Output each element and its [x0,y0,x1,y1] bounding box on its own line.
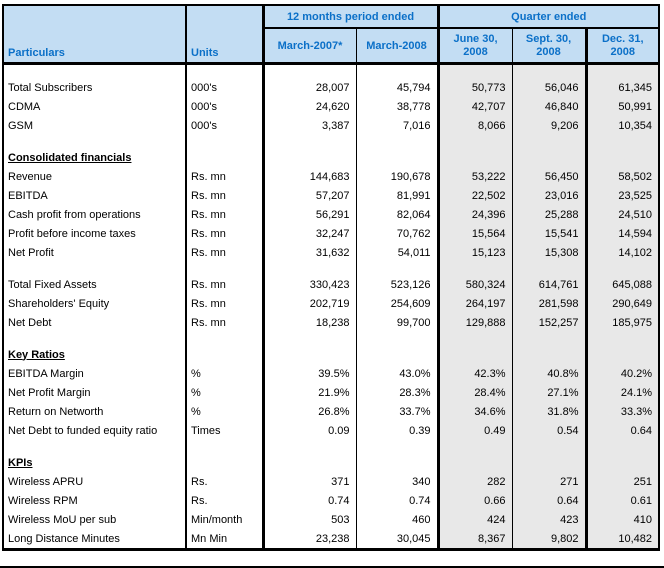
cell-value [356,135,438,148]
cell-value [586,453,659,472]
cell-value [356,345,438,364]
cell-value [586,345,659,364]
table-row [3,97,659,116]
cell-value [512,345,586,364]
cell-value: 82,064 [356,205,438,224]
cell-value: 42.3% [438,364,512,383]
table-row [3,529,659,550]
spacer-row [3,440,659,453]
table-row [3,205,659,224]
table-row [3,167,659,186]
row-unit: Rs. mn [186,167,263,186]
cell-value: 410 [586,510,659,529]
cell-value: 424 [438,510,512,529]
row-label: KPIs [3,453,186,472]
row-label: GSM [3,116,186,135]
table-row [3,116,659,135]
cell-value: 40.2% [586,364,659,383]
cell-value: 56,291 [263,205,356,224]
row-label: Revenue [3,167,186,186]
cell-value: 24.1% [586,383,659,402]
section-row [3,148,659,167]
row-label: Net Profit [3,243,186,262]
cell-value: 460 [356,510,438,529]
table-row [3,421,659,440]
column-header-march-2008: March-2008 [356,28,438,64]
cell-value: 152,257 [512,313,586,332]
spacer-row [3,262,659,275]
table-row [3,402,659,421]
cell-value [438,440,512,453]
cell-value: 31,632 [263,243,356,262]
cell-value: 290,649 [586,294,659,313]
cell-value [586,148,659,167]
cell-value: 15,541 [512,224,586,243]
cell-value: 23,016 [512,186,586,205]
cell-value: 0.39 [356,421,438,440]
row-unit: Min/month [186,510,263,529]
cell-value: 185,975 [586,313,659,332]
row-label: Return on Networth [3,402,186,421]
cell-value: 7,016 [356,116,438,135]
cell-value [512,440,586,453]
cell-value: 523,126 [356,275,438,294]
row-label: Total Fixed Assets [3,275,186,294]
cell-value: 14,594 [586,224,659,243]
cell-value: 503 [263,510,356,529]
cell-value: 15,123 [438,243,512,262]
row-unit [186,345,263,364]
cell-value: 26.8% [263,402,356,421]
table-row [3,243,659,262]
cell-value [586,440,659,453]
cell-value: 423 [512,510,586,529]
cell-value: 0.54 [512,421,586,440]
cell-value: 38,778 [356,97,438,116]
cell-value: 22,502 [438,186,512,205]
cell-value [263,332,356,345]
cell-value: 9,206 [512,116,586,135]
cell-value: 56,450 [512,167,586,186]
table-row [3,294,659,313]
table-row [3,78,659,97]
cell-value: 580,324 [438,275,512,294]
row-label: Net Profit Margin [3,383,186,402]
cell-value: 40.8% [512,364,586,383]
cell-value: 15,308 [512,243,586,262]
cell-value: 28,007 [263,78,356,97]
row-unit: Rs. [186,491,263,510]
cell-value: 24,510 [586,205,659,224]
cell-value [263,135,356,148]
cell-value [512,453,586,472]
row-label: Wireless MoU per sub [3,510,186,529]
row-unit: Rs. [186,472,263,491]
cell-value: 23,238 [263,529,356,550]
row-unit [186,64,263,79]
row-unit: % [186,383,263,402]
cell-value: 282 [438,472,512,491]
row-unit: Rs. mn [186,275,263,294]
cell-value: 340 [356,472,438,491]
row-unit [186,332,263,345]
cell-value: 50,991 [586,97,659,116]
cell-value: 202,719 [263,294,356,313]
cell-value [512,332,586,345]
cell-value: 50,773 [438,78,512,97]
cell-value: 251 [586,472,659,491]
cell-value: 99,700 [356,313,438,332]
cell-value [438,135,512,148]
cell-value [263,262,356,275]
header-group-row [3,5,659,28]
cell-value: 28.3% [356,383,438,402]
row-label: EBITDA [3,186,186,205]
row-unit [186,135,263,148]
row-unit: 000's [186,116,263,135]
cell-value [438,148,512,167]
table-row [3,224,659,243]
cell-value: 31.8% [512,402,586,421]
cell-value: 56,046 [512,78,586,97]
row-label: Wireless RPM [3,491,186,510]
table-row [3,364,659,383]
row-label: Wireless APRU [3,472,186,491]
row-label: Net Debt to funded equity ratio [3,421,186,440]
row-label: Key Ratios [3,345,186,364]
cell-value: 9,802 [512,529,586,550]
column-header-june-30-2008: June 30, 2008 [438,28,512,64]
cell-value [356,262,438,275]
cell-value: 129,888 [438,313,512,332]
cell-value: 57,207 [263,186,356,205]
row-unit: % [186,402,263,421]
header-group-quarter: Quarter ended [438,5,659,28]
row-label: Total Subscribers [3,78,186,97]
row-label [3,440,186,453]
cell-value: 0.64 [512,491,586,510]
row-unit [186,262,263,275]
cell-value: 190,678 [356,167,438,186]
cell-value: 264,197 [438,294,512,313]
cell-value [512,148,586,167]
cell-value: 14,102 [586,243,659,262]
cell-value: 45,794 [356,78,438,97]
cell-value: 330,423 [263,275,356,294]
cell-value [263,64,356,79]
spacer-row [3,135,659,148]
cell-value: 0.74 [356,491,438,510]
cell-value [438,332,512,345]
cell-value: 28.4% [438,383,512,402]
row-unit: Rs. mn [186,243,263,262]
cell-value [586,332,659,345]
row-unit: Times [186,421,263,440]
cell-value: 10,354 [586,116,659,135]
cell-value: 24,620 [263,97,356,116]
cell-value: 254,609 [356,294,438,313]
column-header-march-2007: March-2007* [263,28,356,64]
row-label: Consolidated financials [3,148,186,167]
cell-value: 0.09 [263,421,356,440]
table-row [3,510,659,529]
cell-value: 0.74 [263,491,356,510]
column-header-particulars: Particulars [3,5,186,64]
cell-value: 61,345 [586,78,659,97]
header-group-annual: 12 months period ended [263,5,438,28]
row-label: Cash profit from operations [3,205,186,224]
cell-value [356,440,438,453]
row-label [3,332,186,345]
row-unit: Rs. mn [186,294,263,313]
cell-value [263,453,356,472]
cell-value: 25,288 [512,205,586,224]
cell-value [438,345,512,364]
cell-value: 0.61 [586,491,659,510]
cell-value: 0.64 [586,421,659,440]
cell-value: 46,840 [512,97,586,116]
cell-value [263,440,356,453]
table-row [3,275,659,294]
row-unit: Rs. mn [186,313,263,332]
cell-value [438,453,512,472]
cell-value: 0.66 [438,491,512,510]
row-unit: 000's [186,78,263,97]
cell-value: 39.5% [263,364,356,383]
cell-value: 42,707 [438,97,512,116]
row-unit: % [186,364,263,383]
row-unit: Rs. mn [186,224,263,243]
cell-value [586,64,659,79]
row-label [3,135,186,148]
cell-value: 8,066 [438,116,512,135]
cell-value [512,262,586,275]
row-unit: Rs. mn [186,205,263,224]
cell-value: 32,247 [263,224,356,243]
financial-summary-table [2,4,660,551]
cell-value [438,262,512,275]
row-label: Profit before income taxes [3,224,186,243]
row-label: Long Distance Minutes [3,529,186,550]
cell-value [586,135,659,148]
row-label: Net Debt [3,313,186,332]
cell-value: 281,598 [512,294,586,313]
cell-value: 614,761 [512,275,586,294]
row-unit: Rs. mn [186,186,263,205]
column-header-sept-30-2008: Sept. 30, 2008 [512,28,586,64]
row-unit [186,440,263,453]
row-unit [186,148,263,167]
cell-value: 54,011 [356,243,438,262]
cell-value: 0.49 [438,421,512,440]
table-row [3,491,659,510]
cell-value [356,148,438,167]
column-header-dec-31-2008: Dec. 31, 2008 [586,28,659,64]
row-label: EBITDA Margin [3,364,186,383]
cell-value: 53,222 [438,167,512,186]
cell-value: 70,762 [356,224,438,243]
table-row [3,472,659,491]
cell-value: 21.9% [263,383,356,402]
cell-value: 8,367 [438,529,512,550]
cell-value: 271 [512,472,586,491]
row-unit: Mn Min [186,529,263,550]
cell-value [512,135,586,148]
row-unit [186,453,263,472]
cell-value [512,64,586,79]
cell-value: 43.0% [356,364,438,383]
cell-value: 30,045 [356,529,438,550]
table-header [3,5,659,64]
section-row [3,345,659,364]
row-label: CDMA [3,97,186,116]
row-label [3,262,186,275]
cell-value [356,64,438,79]
cell-value [263,345,356,364]
cell-value [263,148,356,167]
cell-value: 81,991 [356,186,438,205]
cell-value [356,332,438,345]
table-row [3,383,659,402]
cell-value: 33.3% [586,402,659,421]
row-label: Shareholders' Equity [3,294,186,313]
table-body [3,64,659,550]
cell-value: 24,396 [438,205,512,224]
cell-value: 18,238 [263,313,356,332]
cell-value: 144,683 [263,167,356,186]
cell-value [586,262,659,275]
cell-value: 645,088 [586,275,659,294]
table-row [3,313,659,332]
row-unit: 000's [186,97,263,116]
cell-value: 15,564 [438,224,512,243]
cell-value [438,64,512,79]
spacer-row [3,64,659,79]
column-header-units: Units [186,5,263,64]
section-row [3,453,659,472]
cell-value: 371 [263,472,356,491]
cell-value: 58,502 [586,167,659,186]
cell-value [356,453,438,472]
spacer-row [3,332,659,345]
cell-value: 27.1% [512,383,586,402]
table-row [3,186,659,205]
cell-value: 34.6% [438,402,512,421]
cell-value: 33.7% [356,402,438,421]
cell-value: 23,525 [586,186,659,205]
cell-value: 10,482 [586,529,659,550]
financial-summary-sheet [2,4,660,551]
row-label [3,64,186,79]
cell-value: 3,387 [263,116,356,135]
